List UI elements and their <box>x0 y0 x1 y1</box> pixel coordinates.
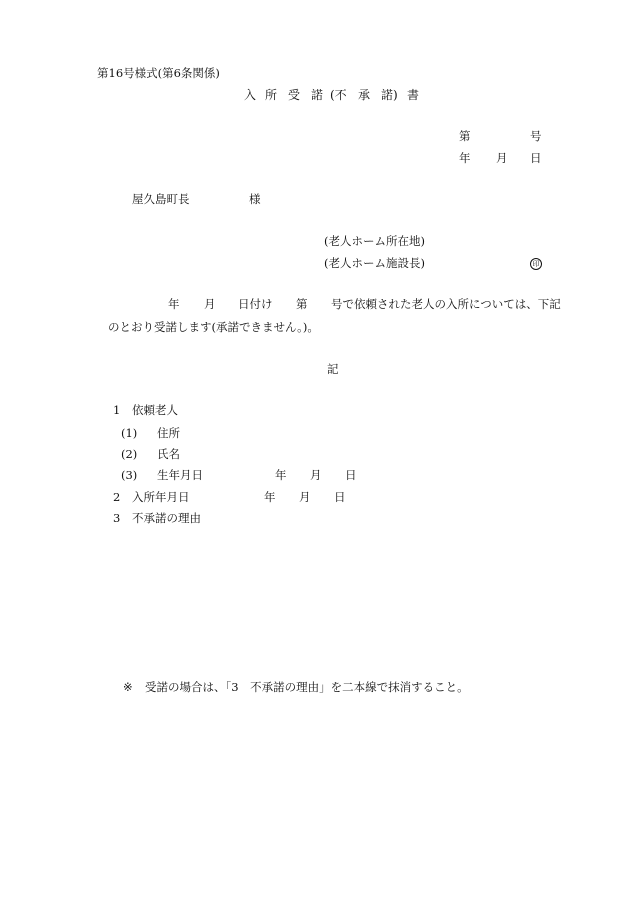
item-1-3-month: 月 <box>310 468 322 482</box>
title-char: 入 <box>244 88 257 102</box>
item-1-3-year: 年 <box>275 468 287 482</box>
item-1-2-num: (2) <box>121 447 138 461</box>
item-2-day: 日 <box>334 490 346 504</box>
item-1-1-label: 住所 <box>157 426 180 440</box>
addressee-honorific: 様 <box>249 192 261 206</box>
item-1-3-label: 生年月日 <box>157 468 203 482</box>
note-mark: ※ <box>123 680 133 694</box>
title-char: 諾) <box>381 88 398 102</box>
doc-number-prefix: 第 <box>459 129 471 143</box>
title-char: 諾 <box>311 88 324 102</box>
date-year: 年 <box>459 151 471 165</box>
item-1-2-label: 氏名 <box>157 447 180 461</box>
title-char: 所 <box>265 88 278 102</box>
sender-address-label: (老人ホーム所在地) <box>324 234 425 248</box>
seal-icon: 印 <box>530 258 542 270</box>
item-3-num: 3 <box>113 511 121 525</box>
title-char: 受 <box>288 88 301 102</box>
addressee-name: 屋久島町長 <box>132 192 190 206</box>
title-char: (不 <box>330 88 347 102</box>
item-1-num: 1 <box>113 403 121 417</box>
body-day: 日付け <box>238 297 273 311</box>
form-number: 第16号様式(第6条関係) <box>97 66 220 80</box>
sender-head-label: (老人ホーム施設長) <box>324 256 425 270</box>
item-1-3-day: 日 <box>345 468 357 482</box>
body-no: 第 <box>296 297 308 311</box>
seal-mark <box>530 257 542 270</box>
body-year: 年 <box>168 297 180 311</box>
body-rest: 号で依頼された老人の入所については、下記 <box>331 297 561 311</box>
item-3-label: 不承諾の理由 <box>132 511 201 525</box>
doc-number-suffix: 号 <box>530 129 542 143</box>
body-line2: のとおり受諾します(承諾できません。)。 <box>108 320 319 334</box>
note-text: 受諾の場合は、「3 不承諾の理由」を二本線で抹消すること。 <box>145 680 469 694</box>
body-month: 月 <box>204 297 216 311</box>
item-2-year: 年 <box>264 490 276 504</box>
body-line1 <box>0 299 630 313</box>
title-char: 書 <box>407 88 420 102</box>
item-1-3-num: (3) <box>121 468 138 482</box>
date-month: 月 <box>496 151 508 165</box>
ki-heading: 記 <box>327 362 339 376</box>
date-day: 日 <box>530 151 542 165</box>
item-2-num: 2 <box>113 490 121 504</box>
item-1-1-num: (1) <box>121 426 138 440</box>
item-1-label: 依頼老人 <box>132 403 178 417</box>
item-2-month: 月 <box>299 490 311 504</box>
title-char: 承 <box>358 88 371 102</box>
item-2-label: 入所年月日 <box>132 490 190 504</box>
